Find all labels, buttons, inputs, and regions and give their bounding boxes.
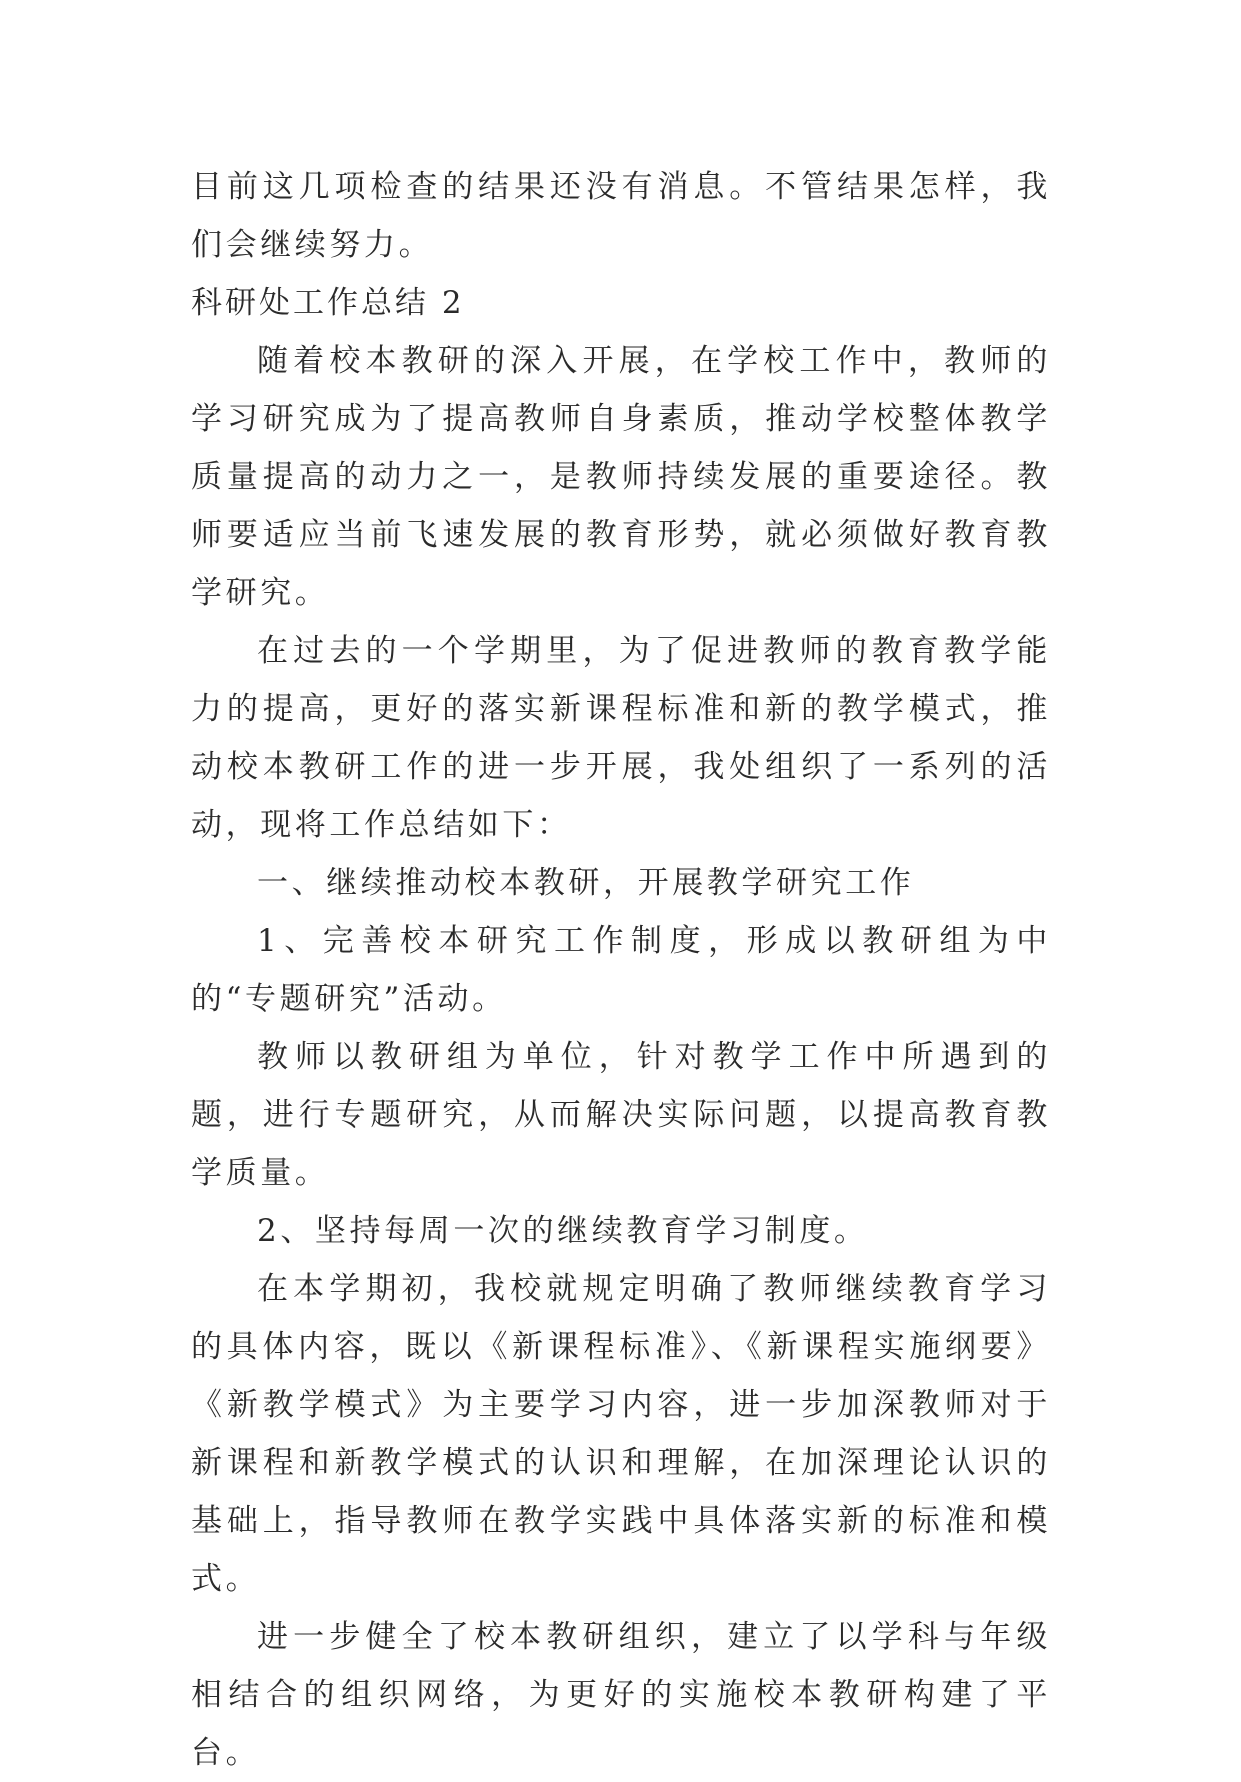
paragraph-continuation: 目前这几项检查的结果还没有消息。不管结果怎样，我们会继续努力。	[191, 169, 1051, 263]
paragraph-intro: 随着校本教研的深入开展，在学校工作中，教师的学习研究成为了提高教师自身素质，推动学校整体教学质量提高的动力之一，是教师持续发展的重要途径。教师要适应当前飞速发展的教育形势，就必须做好教育教学研究。	[191, 343, 1051, 611]
item-heading-2: 2、坚持每周一次的继续教育学习制度。	[257, 1213, 869, 1249]
paragraph-organization: 进一步健全了校本教研组织，建立了以学科与年级相结合的组织网络，为更好的实施校本教研构建了平台。	[191, 1619, 1051, 1771]
item-heading-1: 1、完善校本研究工作制度，形成以教研组为中的“专题研究”活动。	[191, 923, 1051, 1017]
paragraph-item-1-body: 教师以教研组为单位，针对教学工作中所遇到的题，进行专题研究，从而解决实际问题，以提高教育教学质量。	[191, 1039, 1051, 1191]
heading-part-one: 一、继续推动校本教研，开展教学研究工作	[257, 865, 915, 901]
section-title: 科研处工作总结 2	[191, 285, 465, 321]
paragraph-semester-summary: 在过去的一个学期里，为了促进教师的教育教学能力的提高，更好的落实新课程标准和新的教学模式，推动校本教研工作的进一步开展，我处组织了一系列的活动，现将工作总结如下：	[191, 633, 1051, 843]
paragraph-item-2-body: 在本学期初，我校就规定明确了教师继续教育学习的具体内容，既以《新课程标准》、《新课程实施纲要》《新教学模式》为主要学习内容，进一步加深教师对于新课程和新教学模式的认识和理解，在加深理论认识的基础上，指导教师在教学实践中具体落实新的标准和模式。	[191, 1271, 1051, 1597]
document-page	[191, 158, 1051, 1782]
